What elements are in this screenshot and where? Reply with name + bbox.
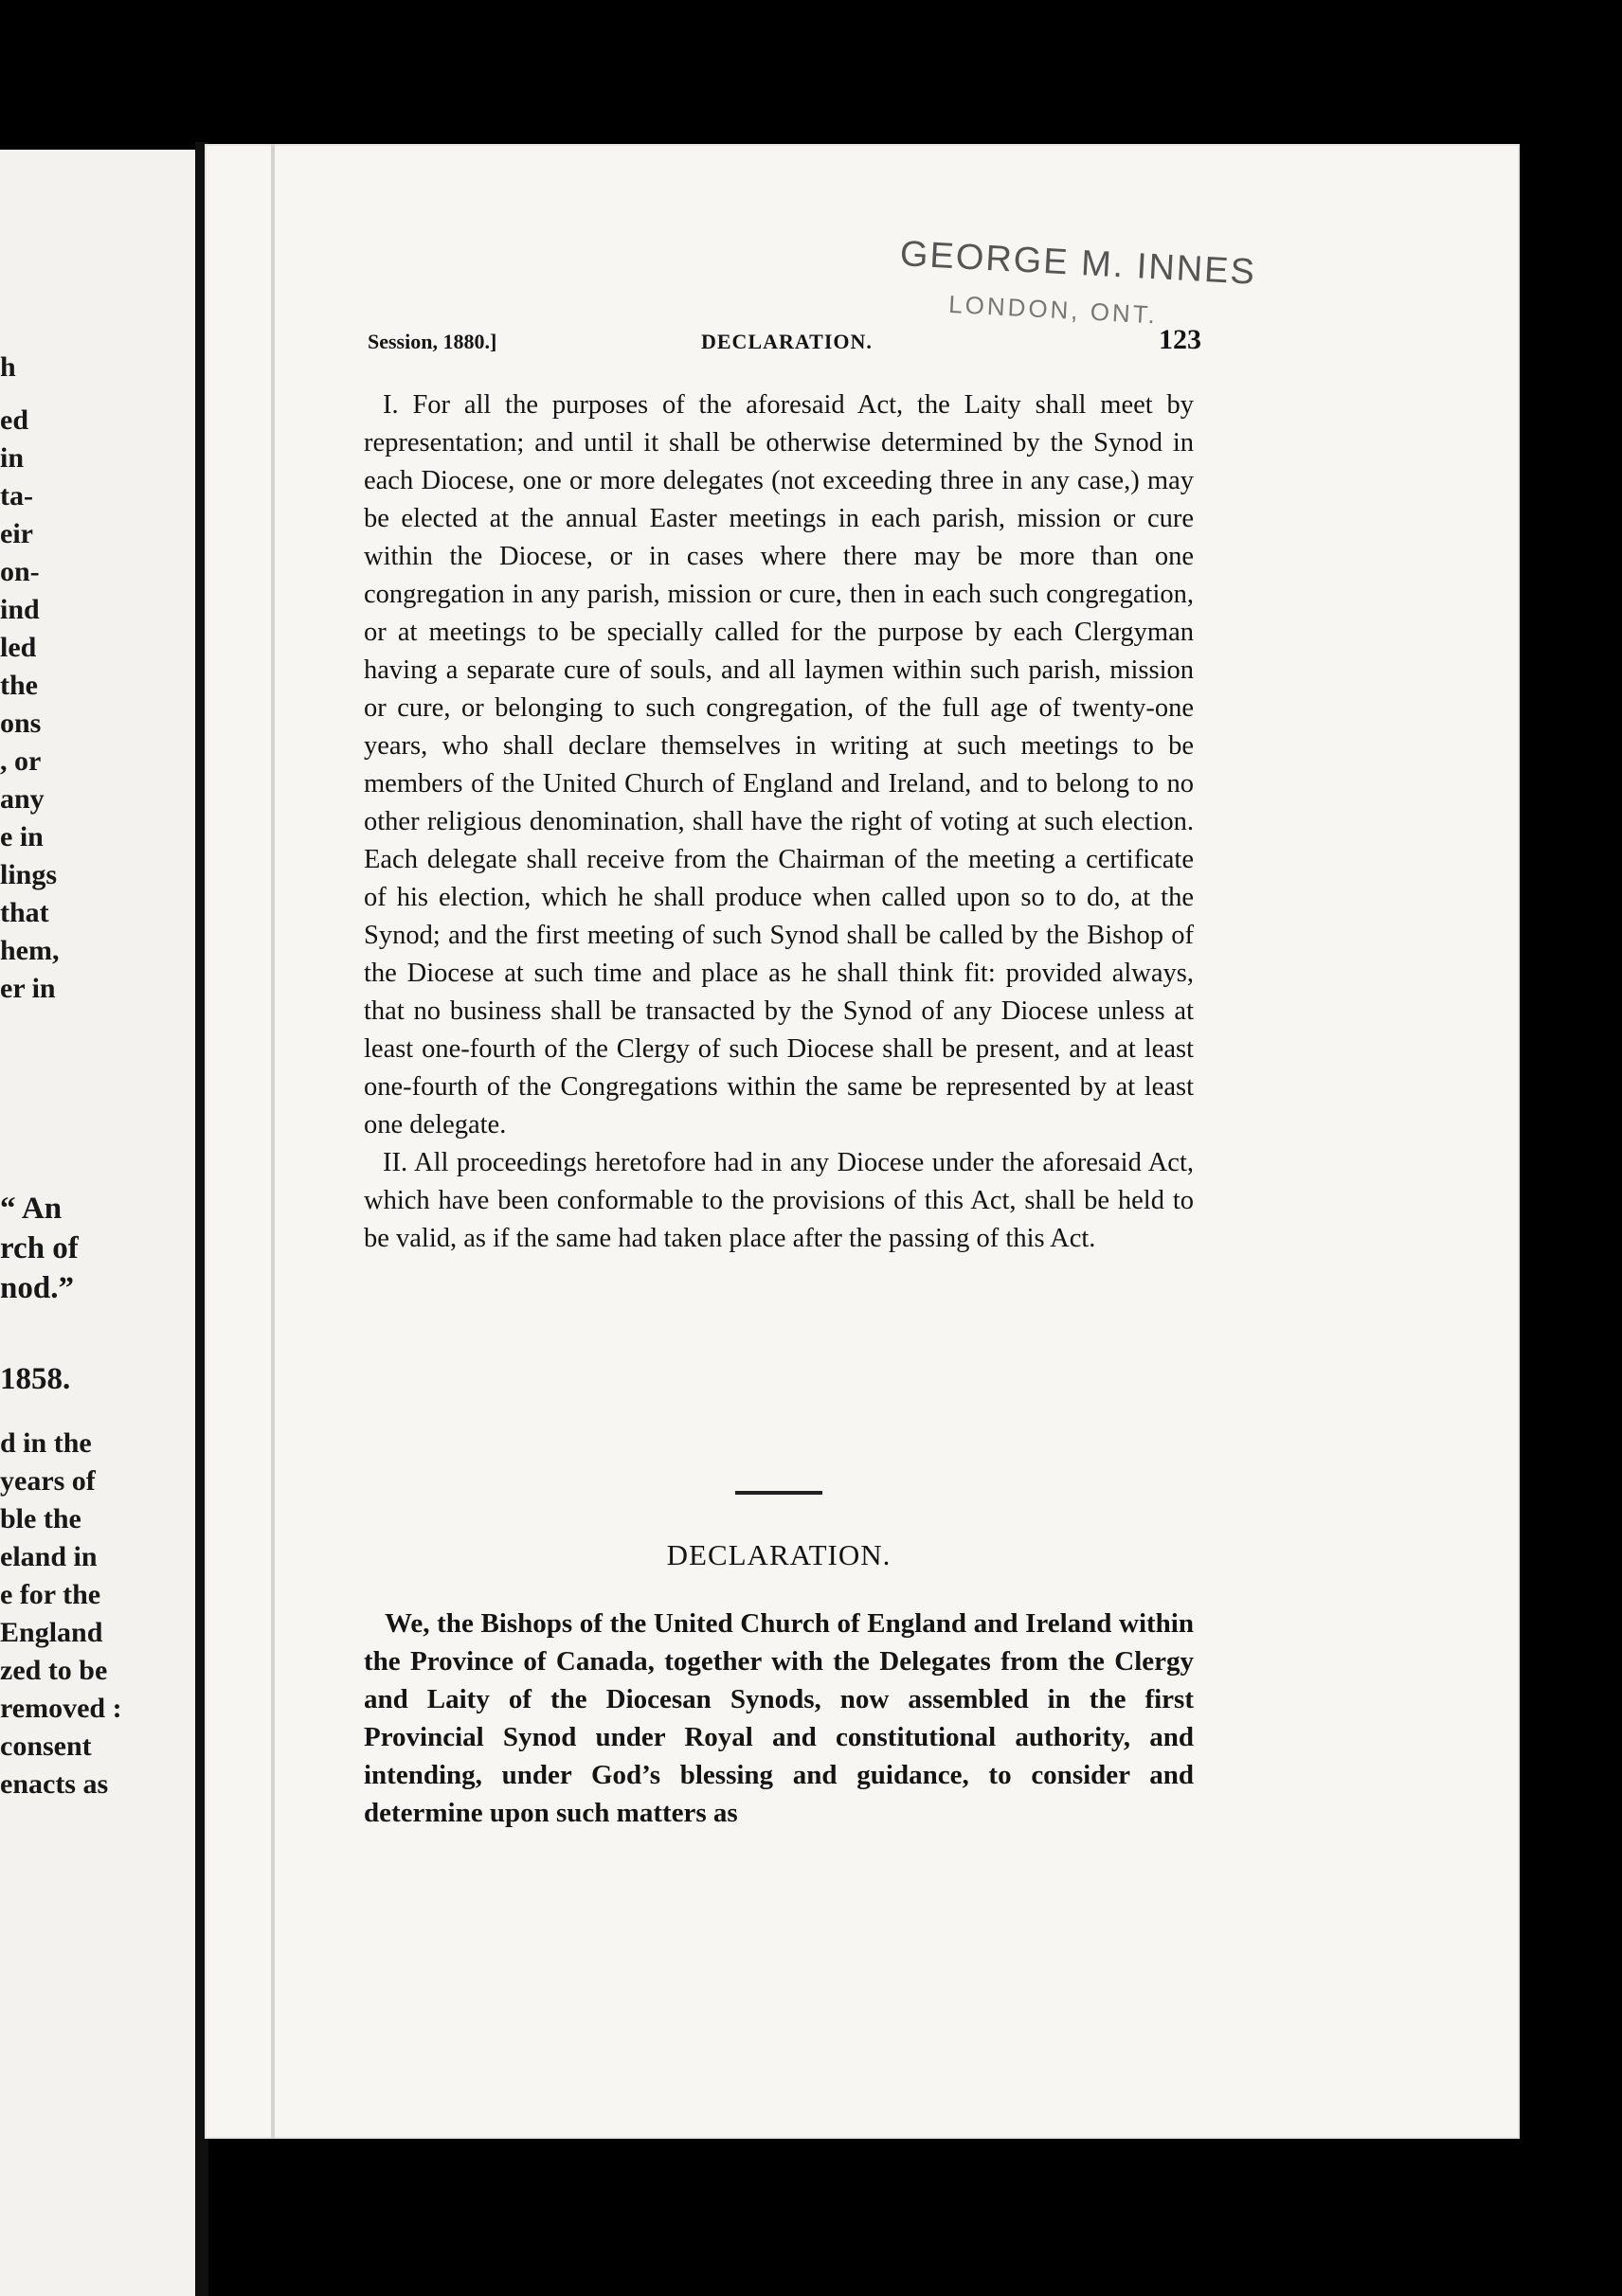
declaration-paragraph: We, the Bishops of the United Church of England and Ireland within the Province of Canada, together with the Delegates from the Clergy and Laity of the Diocesan Synods, now assembled in the first Provincial Synod under Royal and constitutional authority, and intending, under God’s blessing and guidance, to consider and determine upon such matters as: [364, 1608, 1194, 1828]
section-title: DECLARATION.: [701, 330, 873, 353]
page-number: 123: [1159, 324, 1201, 355]
left-page-fragment: ed: [0, 404, 28, 436]
left-page-fragment: rch of: [0, 1231, 79, 1265]
left-page-fragment: hem,: [0, 935, 60, 966]
left-page-fragment: the: [0, 670, 38, 701]
left-page-fragment: nod.”: [0, 1271, 74, 1305]
left-page-fragment: “ An: [0, 1192, 63, 1226]
clause-one: I. For all the purposes of the aforesaid Act, the Laity shall meet by representation; and until it shall be otherwise determined by the Synod in each Diocese, one or more delegates (not exceeding three in any case,) may be elected at the annual Easter meetings in each parish, mission or cure within the Diocese, or in cases where there may be more than one congregation in any parish, mission or cure, then in each such congregation, or at meetings to be specially called for the purpose by each Clergyman having a separate cure of souls, and all laymen within such parish, mission or cure, or belonging to such congregation, of the full age of twenty-one years, who shall declare themselves in writing at such meetings to be members of the United Church of England and Ireland, and to belong to no other religious denomination, shall have the right of voting at such election. Each delegate shall receive from the Chairman of the meeting a certificate of his election, which he shall produce when called upon so to do, at the Synod; and the first meeting of such Synod shall be called by the Bishop of the Diocese at such time and place as he shall think fit: provided always, that no business shall be transacted by the Synod of any Diocese unless at least one-fourth of the Clergy of such Diocese shall be present, and at least one-fourth of the Congregations within the same be represented by at least one delegate.: [364, 390, 1194, 1139]
clause-two: II. All proceedings heretofore had in any Diocese under the aforesaid Act, which have been conformable to the provisions of this Act, shall be held to be valid, as if the same had taken place after the passing of this Act.: [364, 1148, 1194, 1253]
left-page-fragment: , or: [0, 745, 42, 777]
left-page-fragment: years of: [0, 1465, 96, 1497]
left-page-fragment: eland in: [0, 1541, 98, 1572]
left-page-fragment: e for the: [0, 1579, 101, 1610]
left-page-fragment: ons: [0, 708, 42, 739]
left-page-fragment: that: [0, 897, 49, 928]
declaration-heading: DECLARATION.: [666, 1538, 892, 1571]
left-page-fragment: zed to be: [0, 1655, 108, 1686]
declaration-body: [364, 1605, 1194, 1832]
left-page-fragment: ble the: [0, 1503, 81, 1534]
left-page-fragment: e in: [0, 821, 44, 852]
left-page-fragment: England: [0, 1617, 103, 1648]
left-page-fragment: any: [0, 783, 45, 815]
stamp-name: GEORGE M. INNES: [898, 234, 1257, 293]
act-clauses: [364, 386, 1194, 1258]
left-page-fragment: consent: [0, 1731, 92, 1762]
left-page-fragment: on-: [0, 556, 40, 587]
previous-page-strip: [0, 150, 201, 2296]
left-page-fragment: led: [0, 632, 37, 663]
left-page-fragment: ind: [0, 594, 40, 625]
left-page-fragment: eir: [0, 518, 33, 549]
left-page-fragment: removed :: [0, 1693, 122, 1724]
section-divider: [735, 1491, 822, 1495]
left-page-fragment: d in the: [0, 1427, 92, 1459]
left-page-fragment: in: [0, 442, 25, 474]
left-page-fragment: er in: [0, 973, 56, 1004]
left-page-fragment: lings: [0, 859, 58, 890]
left-page-fragment: enacts as: [0, 1768, 109, 1800]
left-page-fragment: h: [0, 351, 16, 383]
session-label: Session, 1880.]: [368, 330, 497, 353]
left-page-fragment: ta-: [0, 480, 33, 511]
running-head: [368, 326, 1201, 364]
left-page-fragment: 1858.: [0, 1362, 71, 1396]
stamp-location: LONDON, ONT.: [947, 289, 1159, 330]
